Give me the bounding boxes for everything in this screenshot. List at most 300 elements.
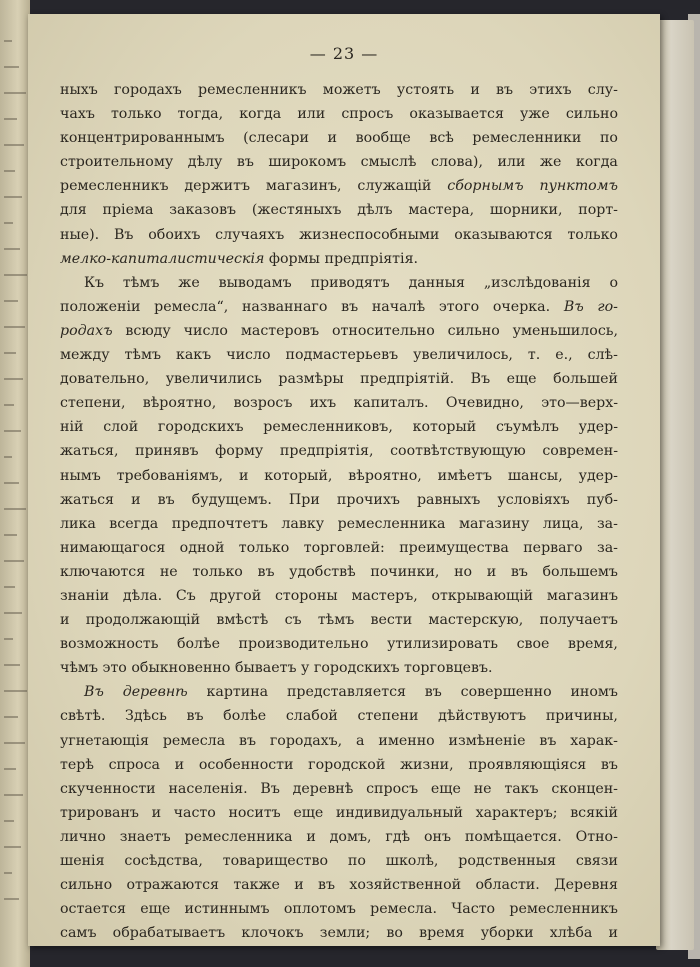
word: какъ	[175, 347, 212, 364]
bleed-mark	[4, 352, 16, 354]
word: только	[567, 226, 618, 243]
bleed-mark	[4, 456, 12, 458]
word: и	[151, 804, 162, 821]
word: въ	[257, 563, 275, 580]
word: число	[183, 322, 228, 339]
word: Въ	[84, 684, 104, 701]
word: слой	[103, 419, 139, 436]
word: всѣ	[429, 130, 454, 147]
word: смыслѣ	[360, 154, 417, 171]
word: ремесленника	[184, 828, 293, 845]
word: въ	[424, 684, 442, 701]
word: въ	[239, 732, 257, 749]
text-line	[60, 560, 618, 584]
word: ключаются	[60, 563, 146, 580]
word: предпріятія,	[279, 443, 374, 460]
word: слу-	[587, 82, 618, 98]
word: проявляющіяся	[468, 756, 587, 773]
word: продолжающій	[85, 612, 201, 629]
word: для	[60, 202, 87, 219]
bleed-mark	[4, 196, 22, 198]
text-line	[60, 536, 618, 560]
word: а	[356, 732, 365, 749]
text-line	[60, 319, 618, 343]
word: родахъ	[60, 322, 113, 339]
word: по	[347, 853, 366, 869]
word: ихъ	[309, 395, 337, 412]
word: товарищество	[222, 853, 329, 869]
word: предпріятія.	[324, 250, 419, 267]
text-line	[60, 174, 618, 198]
word: и	[238, 467, 249, 484]
word: сконцен-	[551, 780, 618, 797]
bleed-mark	[4, 768, 16, 770]
book-page	[28, 14, 660, 946]
word: прочихъ	[336, 491, 400, 508]
text-line	[60, 78, 618, 102]
word: ные).	[60, 226, 100, 243]
word: спроса	[108, 756, 160, 773]
word: по	[599, 130, 618, 147]
text-line	[60, 439, 618, 463]
word: когда	[575, 154, 618, 171]
word: свѣтѣ.	[60, 708, 106, 725]
bleed-mark	[4, 92, 26, 94]
word: ремесленникъ	[509, 901, 618, 918]
bleed-mark	[4, 248, 20, 250]
word: вмѣстѣ	[216, 612, 269, 629]
word: трированъ	[60, 804, 139, 821]
word: сборнымъ	[447, 178, 524, 195]
bleed-mark	[4, 898, 19, 900]
bleed-mark	[4, 144, 24, 146]
word: увеличились	[165, 371, 262, 388]
word: Здѣсь	[125, 708, 167, 725]
word: Очевидно,	[445, 395, 524, 412]
word: характеръ;	[475, 804, 558, 821]
word: предпочтетъ	[171, 515, 268, 532]
word: еще	[506, 371, 537, 388]
word: измѣненіе	[448, 732, 526, 749]
word: удер-	[578, 467, 618, 484]
word: довательно,	[60, 371, 150, 388]
word: который	[412, 419, 477, 436]
word: Въ	[563, 298, 584, 315]
word: или	[297, 106, 326, 123]
word: деревнѣ	[122, 684, 188, 701]
word: починки,	[370, 563, 440, 580]
text-line	[60, 801, 618, 825]
word: этого	[438, 298, 480, 315]
word: истиннымъ	[184, 901, 270, 918]
word: домъ,	[329, 828, 372, 845]
word: сосѣдства,	[124, 853, 203, 869]
word: е.,	[555, 347, 573, 364]
text-line	[60, 512, 618, 536]
word: принявъ	[135, 443, 199, 460]
bleed-mark	[4, 40, 12, 42]
word: ній	[60, 419, 84, 436]
word: лавку	[281, 515, 325, 532]
word: пріема	[102, 202, 154, 219]
word: шансы,	[507, 467, 563, 484]
word: мелко-капиталистическія	[60, 250, 269, 267]
word: Къ	[84, 274, 105, 291]
word: лица,	[542, 515, 584, 532]
word: магазинъ,	[265, 178, 342, 195]
word: такъ	[504, 780, 539, 797]
word: уборки	[480, 925, 534, 942]
word: ремесленникъ	[60, 178, 169, 195]
word: торговцевъ.	[404, 660, 493, 677]
text-line	[60, 223, 618, 247]
word: связи	[575, 853, 618, 869]
word: жаться,	[60, 443, 119, 460]
word: и	[131, 491, 141, 508]
word: въ	[600, 756, 618, 773]
word: выводамъ	[218, 274, 292, 291]
word: въ	[341, 298, 359, 315]
word: Деревня	[554, 877, 618, 894]
word: Въ	[470, 371, 491, 388]
word: т.	[527, 347, 541, 364]
word: нымъ	[60, 467, 101, 484]
word: хлѣба	[549, 925, 593, 942]
word: (жестяныхъ	[251, 202, 342, 219]
word: оказываются	[454, 226, 553, 243]
word: уже	[519, 106, 550, 123]
word: это—верх-	[541, 395, 618, 412]
word: и	[470, 82, 480, 98]
word: началѣ	[371, 298, 426, 315]
word: не	[159, 563, 178, 580]
text-line	[60, 584, 618, 608]
left-page-edge	[0, 0, 30, 967]
word: чахъ	[60, 106, 95, 123]
text-line	[60, 343, 618, 367]
word: у	[301, 660, 314, 677]
word: всегда	[109, 515, 159, 532]
text-line	[60, 150, 618, 174]
text-line	[60, 271, 618, 295]
word: степени,	[60, 395, 126, 412]
word: и	[486, 563, 497, 580]
word: который,	[264, 467, 333, 484]
word: мастеровъ	[240, 322, 320, 339]
word: получаетъ	[539, 612, 618, 629]
word: съ	[284, 612, 302, 629]
word: спросъ	[366, 780, 419, 797]
word: сильно	[60, 877, 113, 894]
word: открывающій	[431, 587, 534, 604]
word: но	[454, 563, 473, 580]
word: соотвѣтствующую	[390, 443, 526, 460]
text-line	[60, 391, 618, 415]
page-number: — 23 —	[309, 44, 379, 63]
word: условіяхъ	[497, 491, 570, 508]
word: и	[294, 877, 304, 894]
text-line	[60, 753, 618, 777]
word: предпріятій.	[360, 371, 455, 388]
text-line	[60, 680, 618, 704]
word: размѣры	[278, 371, 344, 388]
word: помѣщается.	[464, 828, 562, 845]
bleed-mark	[4, 66, 19, 68]
word: и	[306, 828, 316, 845]
word: хозяйственной	[349, 877, 462, 894]
text-line	[60, 777, 618, 801]
text-line	[60, 126, 618, 150]
word: во	[386, 925, 403, 942]
bleed-mark	[4, 404, 14, 406]
word: болѣе	[176, 636, 221, 653]
word: только	[192, 563, 243, 580]
word: городскихъ	[313, 660, 405, 677]
bleed-mark	[4, 482, 19, 484]
word: совершенно	[460, 684, 552, 701]
word: и	[608, 925, 618, 942]
bleed-mark	[4, 430, 21, 432]
text-line	[60, 704, 618, 728]
bleed-mark	[4, 326, 25, 328]
word: городахъ	[114, 82, 182, 98]
word: можетъ	[322, 82, 381, 98]
word: о	[609, 274, 618, 291]
bleed-mark	[4, 222, 13, 224]
word: Отно-	[575, 828, 618, 845]
text-line	[60, 897, 618, 921]
word: оказывается	[409, 106, 504, 123]
word: „изслѣдованія	[483, 274, 591, 291]
word: въ	[186, 708, 204, 725]
word: ремесленника	[337, 515, 446, 532]
word: вести	[370, 612, 413, 629]
word: лика	[60, 515, 96, 532]
word: случаяхъ	[215, 226, 285, 243]
word: тѣмъ	[124, 347, 162, 364]
text-line	[60, 415, 618, 439]
word: Часто	[451, 901, 496, 918]
word: остается	[60, 901, 126, 918]
word: лично	[60, 828, 106, 845]
word: самъ	[60, 925, 97, 942]
word: жаться	[60, 491, 114, 508]
word: большемъ	[542, 563, 618, 580]
word: обоихъ	[148, 226, 201, 243]
word: только	[238, 539, 290, 556]
word: же	[539, 154, 562, 171]
word: большей	[553, 371, 618, 388]
word: именно	[378, 732, 435, 749]
word: дѣйствуютъ	[438, 708, 527, 725]
word: ремесленники	[472, 130, 582, 147]
word: картина	[206, 684, 269, 701]
text-line	[60, 198, 618, 222]
word: терѣ	[60, 756, 94, 773]
text-line	[60, 247, 618, 271]
word: дѣлу	[187, 154, 223, 171]
bleed-mark	[4, 170, 15, 172]
word: еще	[430, 780, 461, 797]
bleed-mark	[4, 508, 26, 510]
text-line	[60, 295, 618, 319]
word: всякій	[570, 804, 618, 821]
word: представляется	[286, 684, 406, 701]
word: будущемъ.	[191, 491, 272, 508]
word: это	[102, 660, 132, 677]
text-line	[60, 849, 618, 873]
word: свое	[516, 636, 550, 653]
word: особенности	[198, 756, 294, 773]
word: пунктомъ	[539, 178, 618, 195]
word: еще	[293, 804, 324, 821]
word: относительно	[332, 322, 435, 339]
word: приводятъ	[310, 274, 390, 291]
word: въ	[236, 154, 254, 171]
word: время,	[567, 636, 618, 653]
bleed-mark	[4, 716, 18, 718]
word: жизни,	[399, 756, 454, 773]
word: тѣмъ	[317, 612, 355, 629]
bleed-mark	[4, 794, 23, 796]
bleed-mark	[4, 586, 15, 588]
word: удобствѣ	[289, 563, 356, 580]
word: съумѣлъ	[495, 419, 559, 436]
word: дѣла.	[122, 587, 163, 604]
word: болѣе	[223, 708, 267, 725]
text-line	[60, 873, 618, 897]
text-line	[60, 921, 618, 945]
word: имѣетъ	[437, 467, 492, 484]
text-line	[60, 632, 618, 656]
word: удер-	[578, 419, 618, 436]
word: требованіямъ,	[116, 467, 224, 484]
word: современ-	[542, 443, 618, 460]
word: капиталъ.	[353, 395, 429, 412]
word: же	[178, 274, 200, 291]
word: или	[497, 154, 526, 171]
word: городскихъ	[157, 419, 244, 436]
bleed-mark	[4, 300, 18, 302]
word: ремесла“,	[154, 298, 229, 315]
text-line	[60, 488, 618, 512]
bleed-mark	[4, 690, 27, 692]
text-line	[60, 464, 618, 488]
word: слабой	[285, 708, 338, 725]
word: часто	[173, 804, 216, 821]
word: когда	[239, 106, 282, 123]
word: дѣлъ	[357, 202, 393, 219]
word: обыкновенно	[131, 660, 235, 677]
bleed-mark	[4, 872, 12, 874]
word: сильно	[447, 322, 500, 339]
word: гдѣ	[385, 828, 411, 845]
bleed-mark	[4, 820, 14, 822]
word: въ	[157, 491, 175, 508]
word: пуб-	[586, 491, 618, 508]
bleed-mark	[4, 638, 13, 640]
word: заказовъ	[169, 202, 237, 219]
word: перваго	[523, 539, 583, 556]
word: мастера,	[408, 202, 475, 219]
word: городахъ,	[269, 732, 343, 749]
word: жизнеспособными	[299, 226, 440, 243]
word: слова),	[430, 154, 483, 171]
word: тѣмъ	[122, 274, 160, 291]
word: шорники,	[489, 202, 563, 219]
word: бываетъ	[234, 660, 302, 677]
bleed-mark	[4, 534, 17, 536]
word: нимающагося	[60, 539, 166, 556]
word: строительному	[60, 154, 174, 171]
word: городской	[308, 756, 386, 773]
word: сильно	[565, 106, 618, 123]
bleed-mark	[4, 612, 22, 614]
word: скученности	[60, 780, 156, 797]
word: мастерскую,	[428, 612, 524, 629]
word: онъ	[423, 828, 452, 845]
bleed-mark	[4, 664, 20, 666]
word: школѣ,	[385, 853, 439, 869]
word: и	[60, 612, 70, 629]
word: уменьшилось,	[512, 322, 618, 339]
word: шенія	[60, 853, 105, 869]
word: спросъ	[341, 106, 394, 123]
body-text	[60, 78, 618, 945]
word: причины,	[545, 708, 618, 725]
word: широкомъ	[268, 154, 347, 171]
word: время	[419, 925, 465, 942]
word: и	[174, 756, 185, 773]
right-page-stack	[656, 20, 694, 950]
word: При	[288, 491, 320, 508]
word: харак-	[570, 732, 618, 749]
word: степени	[357, 708, 419, 725]
word: родственныя	[458, 853, 556, 869]
word: обрабатываетъ	[112, 925, 226, 942]
word: въ	[318, 877, 336, 894]
word: вѣроятно,	[142, 395, 217, 412]
word: еще	[140, 901, 171, 918]
bleed-mark	[4, 742, 25, 744]
text-line	[60, 608, 618, 632]
word: преимущества	[399, 539, 509, 556]
word: число	[226, 347, 271, 364]
word: служащій	[357, 178, 432, 195]
bleed-mark	[4, 846, 21, 848]
word: положеніи	[60, 298, 141, 315]
word: Въ	[260, 780, 280, 797]
text-line	[60, 367, 618, 391]
word: между	[60, 347, 110, 364]
word: только	[110, 106, 162, 123]
word: утилизировать	[387, 636, 499, 653]
word: (слесари	[243, 130, 309, 147]
word: очерка.	[492, 298, 551, 315]
word: ныхъ	[60, 82, 98, 98]
word: носитъ	[228, 804, 281, 821]
word: и	[327, 130, 338, 147]
word: въ	[496, 82, 514, 98]
word: названнаго	[241, 298, 328, 315]
word: магазину	[459, 515, 530, 532]
word: порт-	[578, 202, 618, 219]
word: также	[233, 877, 280, 894]
word: иномъ	[570, 684, 618, 701]
word: ремесла	[162, 732, 226, 749]
word: устоять	[396, 82, 455, 98]
word: возможность	[60, 636, 159, 653]
